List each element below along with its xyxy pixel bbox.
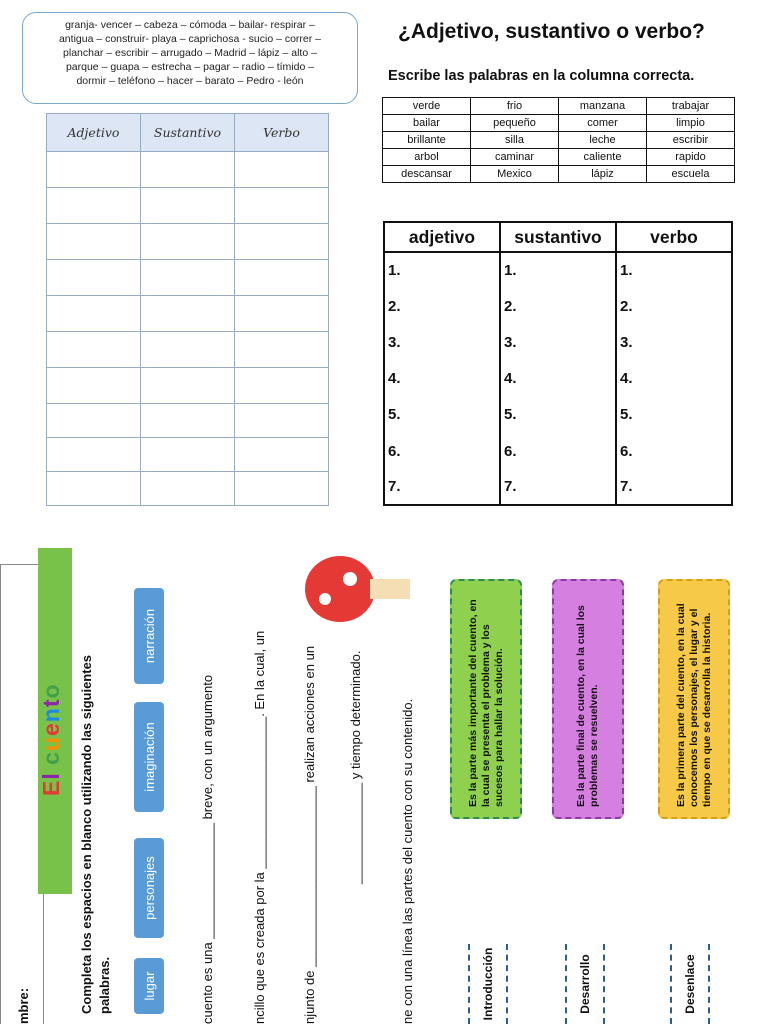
word-imaginacion: imaginación [134, 702, 164, 812]
part-introduccion: Introducción [468, 944, 508, 1024]
numbered-answer-cell[interactable]: 5. [500, 397, 616, 433]
header-sustantivo: Sustantivo [141, 114, 235, 152]
table-body [47, 152, 329, 506]
answer-cell[interactable] [47, 152, 141, 188]
word-bank-row [383, 166, 735, 183]
word-bank-cell: leche [559, 132, 647, 149]
table-row [384, 252, 732, 288]
table-row [47, 332, 329, 368]
numbered-answer-cell[interactable]: 6. [616, 433, 732, 469]
word-bank-line: planchar – escribir – arrugado – Madrid – lápiz – alto – [63, 47, 317, 59]
table-row [47, 472, 329, 506]
answer-cell[interactable] [235, 368, 329, 404]
answer-cell[interactable] [235, 404, 329, 438]
word-bank-row [383, 115, 735, 132]
answer-cell[interactable] [235, 438, 329, 472]
word-bank-line: parque – guapa – estrecha – pagar – radio – tímido – [65, 61, 315, 73]
header-verbo: verbo [616, 222, 732, 252]
table-row [47, 188, 329, 224]
table-row [47, 152, 329, 188]
word-narracion: narración [134, 588, 164, 684]
story-title [38, 683, 65, 796]
worksheet-instruction: Escribe las palabras en la columna correcta. [388, 68, 695, 84]
answer-cell[interactable] [141, 296, 235, 332]
story-worksheet [0, 548, 768, 1024]
numbered-answer-cell[interactable]: 6. [500, 433, 616, 469]
answer-cell[interactable] [235, 260, 329, 296]
title-letter: E [38, 779, 64, 796]
title-letter: c [38, 751, 64, 765]
name-label: mbre: [16, 987, 31, 1024]
answer-cell[interactable] [141, 260, 235, 296]
classification-table-1 [46, 113, 329, 506]
header-sustantivo: sustantivo [500, 222, 616, 252]
table-row [384, 288, 732, 324]
table-row [47, 368, 329, 404]
numbered-answer-cell[interactable]: 1. [616, 252, 732, 288]
answer-cell[interactable] [47, 260, 141, 296]
answer-cell[interactable] [47, 472, 141, 506]
numbered-answer-cell[interactable]: 3. [500, 324, 616, 360]
answer-cell[interactable] [141, 224, 235, 260]
numbered-answer-cell[interactable]: 7. [500, 469, 616, 505]
word-bank-table [382, 97, 735, 183]
word-bank-cell: silla [471, 132, 559, 149]
numbered-answer-cell[interactable]: 7. [616, 469, 732, 505]
title-letter: e [38, 722, 64, 737]
word-bank-cell: caliente [559, 149, 647, 166]
table-row [384, 433, 732, 469]
numbered-answer-cell[interactable]: 4. [500, 361, 616, 397]
answer-cell[interactable] [235, 332, 329, 368]
definition-card-desarrollo: Es la parte más importante del cuento, en la cual se presenta el problema y los sucesos para hallar la solución. [450, 579, 522, 819]
word-bank-cell: bailar [383, 115, 471, 132]
answer-cell[interactable] [47, 296, 141, 332]
answer-cell[interactable] [47, 188, 141, 224]
table-row [384, 397, 732, 433]
mushroom-illustration [300, 554, 420, 624]
word-bank-cell: rapido [647, 149, 735, 166]
numbered-answer-cell[interactable]: 1. [500, 252, 616, 288]
answer-cell[interactable] [47, 332, 141, 368]
numbered-answer-cell[interactable]: 3. [384, 324, 500, 360]
word-bank-cell: pequeño [471, 115, 559, 132]
table-row [384, 324, 732, 360]
numbered-answer-cell[interactable]: 6. [384, 433, 500, 469]
fill-sentence: ______________ y tiempo determinado. [348, 650, 363, 884]
word-bank-cell: verde [383, 98, 471, 115]
word-bank-box [22, 12, 358, 104]
word-bank-cell: escribir [647, 132, 735, 149]
word-bank-cell: Mexico [471, 166, 559, 183]
fill-instruction: Completa los espacios en blanco utilizando las siguientes palabras. [79, 654, 112, 1014]
worksheet-title: ¿Adjetivo, sustantivo o verbo? [398, 20, 705, 43]
header-adjetivo: adjetivo [384, 222, 500, 252]
word-bank-cell: manzana [559, 98, 647, 115]
table-row [47, 438, 329, 472]
word-bank-cell: lápiz [559, 166, 647, 183]
fill-sentence: ncillo que es creada por la _____________________. En la cual, un [252, 630, 267, 1024]
part-desarrollo: Desarrollo [565, 944, 605, 1024]
word-bank-cell: caminar [471, 149, 559, 166]
word-personajes: personajes [134, 838, 164, 938]
word-bank-cell: trabajar [647, 98, 735, 115]
answer-cell[interactable] [235, 296, 329, 332]
title-letter: n [38, 707, 64, 723]
answer-cell[interactable] [141, 188, 235, 224]
word-bank-cell: escuela [647, 166, 735, 183]
table-row [384, 361, 732, 397]
title-letter: t [38, 698, 64, 708]
word-bank-cell: brillante [383, 132, 471, 149]
word-bank-line: granja- vencer – cabeza – cómoda – bailar- respirar – [65, 19, 315, 31]
answer-cell[interactable] [235, 472, 329, 506]
definition-card-desenlace: Es la parte final de cuento, en la cual los problemas se resuelven. [552, 579, 624, 819]
word-bank-line: dormir – teléfono – hacer – barato – Pedro - león [76, 75, 304, 87]
word-bank-row [383, 132, 735, 149]
match-instruction: ne con una línea las partes del cuento con su contenido. [400, 698, 415, 1024]
classification-table-2 [383, 221, 733, 506]
answer-cell[interactable] [235, 152, 329, 188]
word-bank-row [383, 149, 735, 166]
header-adjetivo: Adjetivo [47, 114, 141, 152]
answer-cell[interactable] [235, 224, 329, 260]
word-bank-cell: arbol [383, 149, 471, 166]
numbered-answer-cell[interactable]: 2. [500, 288, 616, 324]
numbered-answer-cell[interactable]: 4. [616, 361, 732, 397]
word-bank-line: antigua – construir- playa – caprichosa - sucio – correr – [58, 33, 322, 45]
word-bank-cell: descansar [383, 166, 471, 183]
definition-card-introduccion: Es la primera parte del cuento, en la cual conocemos los personajes, el lugar y el tiempo en que se desarrolla la historia. [658, 579, 730, 819]
numbered-answer-cell[interactable]: 2. [384, 288, 500, 324]
answer-cell[interactable] [47, 404, 141, 438]
table-row [47, 224, 329, 260]
numbered-answer-cell[interactable]: 7. [384, 469, 500, 505]
word-bank-cell: comer [559, 115, 647, 132]
answer-cell[interactable] [141, 438, 235, 472]
answer-cell[interactable] [141, 472, 235, 506]
answer-cell[interactable] [141, 152, 235, 188]
word-bank-cell: frio [471, 98, 559, 115]
part-desenlace: Desenlace [670, 944, 710, 1024]
table-row [384, 469, 732, 505]
numbered-answer-cell[interactable]: 4. [384, 361, 500, 397]
answer-cell[interactable] [141, 404, 235, 438]
fill-sentence: cuento es una ________________ breve, con un argumento [200, 674, 215, 1024]
title-letter [38, 765, 64, 772]
numbered-answer-cell[interactable]: 5. [616, 397, 732, 433]
answer-cell[interactable] [47, 438, 141, 472]
word-bank-row [383, 98, 735, 115]
answer-cell[interactable] [47, 368, 141, 404]
title-letter: u [38, 736, 64, 752]
word-lugar: lugar [134, 958, 164, 1014]
fill-sentence: njunto de _________________________ realizan acciones en un [302, 645, 317, 1024]
numbered-answer-cell[interactable]: 1. [384, 252, 500, 288]
answer-cell[interactable] [47, 224, 141, 260]
answer-cell[interactable] [141, 368, 235, 404]
header-verbo: Verbo [235, 114, 329, 152]
table-row [47, 260, 329, 296]
answer-cell[interactable] [235, 188, 329, 224]
word-bank-cell: limpio [647, 115, 735, 132]
table-row [47, 296, 329, 332]
title-letter: o [38, 683, 64, 699]
title-letter: l [38, 772, 64, 780]
numbered-answer-cell[interactable]: 2. [616, 288, 732, 324]
numbered-answer-cell[interactable]: 5. [384, 397, 500, 433]
answer-cell[interactable] [141, 332, 235, 368]
table-row [47, 404, 329, 438]
numbered-answer-cell[interactable]: 3. [616, 324, 732, 360]
